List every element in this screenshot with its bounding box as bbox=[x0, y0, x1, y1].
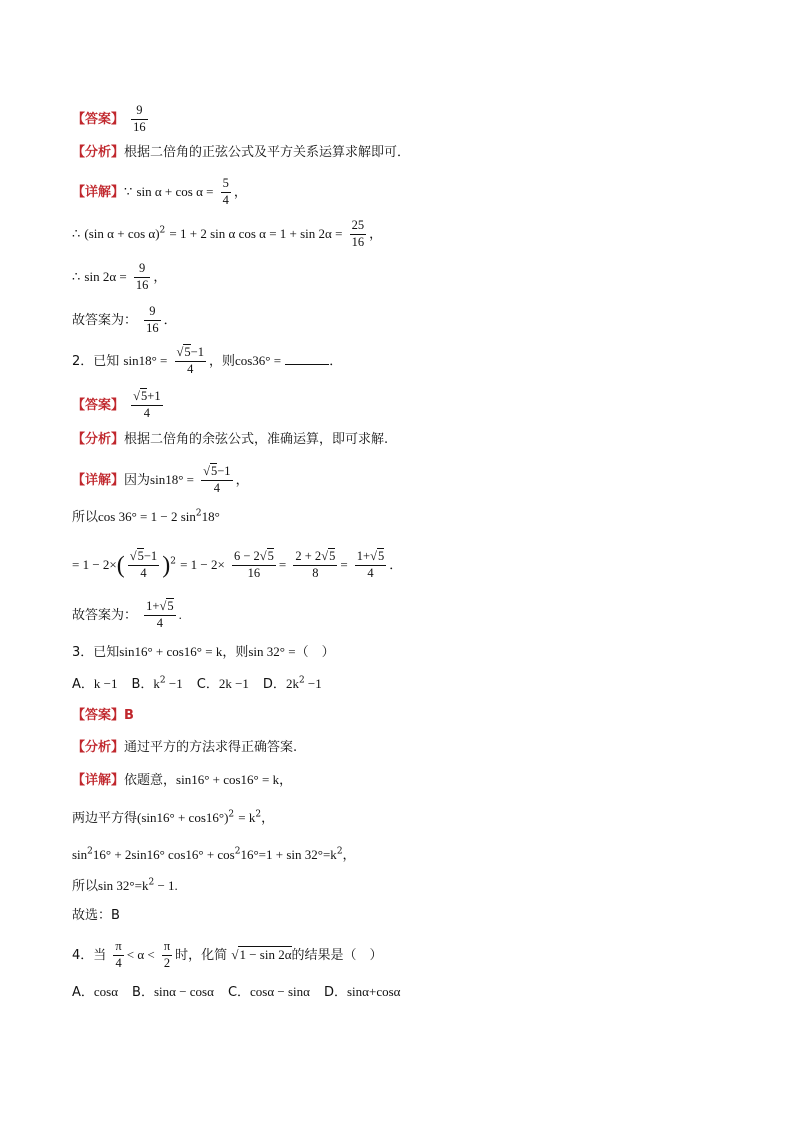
q4-options bbox=[72, 985, 414, 999]
p1-analysis-text: 根据二倍角的正弦公式及平方关系运算求解即可． bbox=[124, 145, 411, 160]
q4-option-a[interactable]: A．cosα bbox=[72, 984, 119, 1000]
q3-square-line: 两边平方得$(\sin 16^\circ + \cos 16^\circ)^2 = k^2$， bbox=[72, 809, 275, 826]
analysis-tag: 【分析】 bbox=[72, 740, 125, 755]
q3-option-b[interactable]: B．$k^2 -1$ bbox=[131, 675, 183, 692]
q2-final-fraction: $\frac{1+√5}{4}$ bbox=[146, 599, 174, 630]
q2-analysis-line: 【分析】根据二倍角的余弦公式，准确运算，即可求解. bbox=[72, 432, 389, 447]
q2-prefix: 2．已知 bbox=[72, 353, 120, 369]
q2-chain-fraction-3: $\frac{1+√5}{4}$ bbox=[356, 549, 385, 580]
analysis-tag: 【分析】 bbox=[72, 145, 125, 160]
answer-tag: 【答案】 bbox=[72, 111, 125, 127]
detail-tag: 【详解】 bbox=[72, 773, 125, 788]
q2-so-line: 所以cos 36° = 1 − 2 $\sin^218^\circ$ bbox=[72, 508, 220, 525]
q4-option-b[interactable]: B．sinα − cosα bbox=[132, 984, 214, 1000]
q4-option-c[interactable]: C．cosα − sinα bbox=[227, 984, 310, 1000]
analysis-tag: 【分析】 bbox=[72, 432, 125, 447]
q2-chain-fraction-2: $\frac{2 + 2√5}{8}$ bbox=[295, 549, 336, 580]
q3-option-d[interactable]: D．$2k^2 -1$ bbox=[262, 675, 322, 692]
p1-detail-line: 【详解】∵ sin α + cos α = $\frac{5}{4}$ ， bbox=[72, 176, 247, 207]
q3-so-line: 所以$\sin 32^\circ=k^2 - 1$. bbox=[72, 877, 178, 894]
q2-stem: 2．已知 sin18° = $\frac{√5-1}{4}$ ，则cos36° = ． bbox=[72, 345, 343, 376]
q4-option-d[interactable]: D．sinα+cosα bbox=[323, 984, 401, 1000]
q2-chain-inner-fraction: $\frac{√5-1}{4}$ bbox=[129, 549, 158, 580]
q2-answer-fraction: $\frac{√5+1}{4}$ bbox=[133, 389, 161, 420]
q3-answer-line bbox=[72, 709, 134, 722]
p1-sin2a-line: ∴ sin 2α = $\frac{9}{16}$ ， bbox=[72, 261, 167, 292]
p1-answer-fraction: $\frac{9}{16}$ bbox=[133, 103, 146, 134]
q3-option-a[interactable]: A．k −1 bbox=[72, 676, 118, 692]
q3-detail-line: 【详解】依题意，sin16° + cos16° = k， bbox=[72, 772, 293, 788]
q3-expand-line: $\sin^216^\circ + 2\sin 16^\circ$ $\cos 16^\circ + \cos^216^\circ=1 + \sin 32^\circ=k^2$， bbox=[72, 846, 356, 863]
q2-answer-line bbox=[72, 390, 166, 421]
p1-detail-fraction: $\frac{5}{4}$ bbox=[222, 176, 229, 207]
detail-tag: 【详解】 bbox=[72, 472, 125, 488]
q2-answer-blank[interactable] bbox=[285, 352, 329, 365]
q4-prefix: 4．当 bbox=[72, 947, 107, 963]
p1-square-expr: (sin α + cos α) bbox=[84, 225, 160, 241]
detail-tag: 【详解】 bbox=[72, 184, 125, 200]
q3-option-c[interactable]: C．2k −1 bbox=[196, 676, 249, 692]
q3-stem: 3．已知sin16° + cos16° = k，则sin 32° =（ ） bbox=[72, 644, 335, 660]
p1-final-fraction: $\frac{9}{16}$ bbox=[146, 304, 159, 335]
q2-chain-fraction-1: $\frac{6 - 2√5}{16}$ bbox=[233, 549, 274, 580]
q2-final-line: 故答案为： $\frac{1+√5}{4}$ . bbox=[72, 599, 182, 630]
q4-radical: √1 − sin 2α bbox=[231, 946, 292, 962]
q2-detail-fraction: $\frac{√5-1}{4}$ bbox=[203, 464, 231, 495]
q2-given-fraction: $\frac{√5-1}{4}$ bbox=[176, 345, 204, 376]
p1-square-line: ∴ (sin α + cos α)$^2$ = 1 + 2 sin α cos α = 1 + sin 2α = $\frac{25}{16}$ ， bbox=[72, 218, 383, 249]
q3-prefix: 3．已知 bbox=[72, 645, 120, 660]
q3-options bbox=[72, 677, 336, 691]
q3-analysis-line: 【分析】通过平方的方法求得正确答案. bbox=[72, 740, 298, 755]
q3-choose-line: 故选：B bbox=[72, 908, 120, 923]
p1-analysis-line bbox=[72, 146, 410, 159]
q4-fraction-2: $\frac{\pi}{2}$ bbox=[163, 939, 171, 970]
p1-sin2a-fraction: $\frac{9}{16}$ bbox=[135, 261, 149, 292]
q2-detail-line: 【详解】因为sin18° = $\frac{√5-1}{4}$ ， bbox=[72, 464, 249, 495]
q4-fraction-1: $\frac{\pi}{4}$ bbox=[115, 939, 122, 970]
p1-answer-line bbox=[72, 104, 151, 135]
answer-tag: 【答案】 bbox=[72, 708, 125, 723]
p1-square-fraction: $\frac{25}{16}$ bbox=[351, 218, 365, 249]
p1-final-line: 故答案为： $\frac{9}{16}$ ． bbox=[72, 304, 177, 335]
p1-detail-expr: sin α + cos α = bbox=[136, 183, 214, 199]
q2-chain-line: = 1 − 2×( $\frac{√5-1}{4}$ )$^2$ = 1 − 2× $\frac{6 - 2√5}{16}$ = $\frac{2 + 2√5}{8}$ = $\frac{1+√5}{4}$ ． bbox=[72, 549, 403, 580]
q3-answer-value: B bbox=[124, 708, 134, 723]
answer-tag: 【答案】 bbox=[72, 397, 125, 413]
q4-stem: 4．当 $\frac{\pi}{4}$ < α < $\frac{\pi}{2}$ 时，化简 √1 − sin 2α的结果是（ ） bbox=[72, 939, 383, 970]
